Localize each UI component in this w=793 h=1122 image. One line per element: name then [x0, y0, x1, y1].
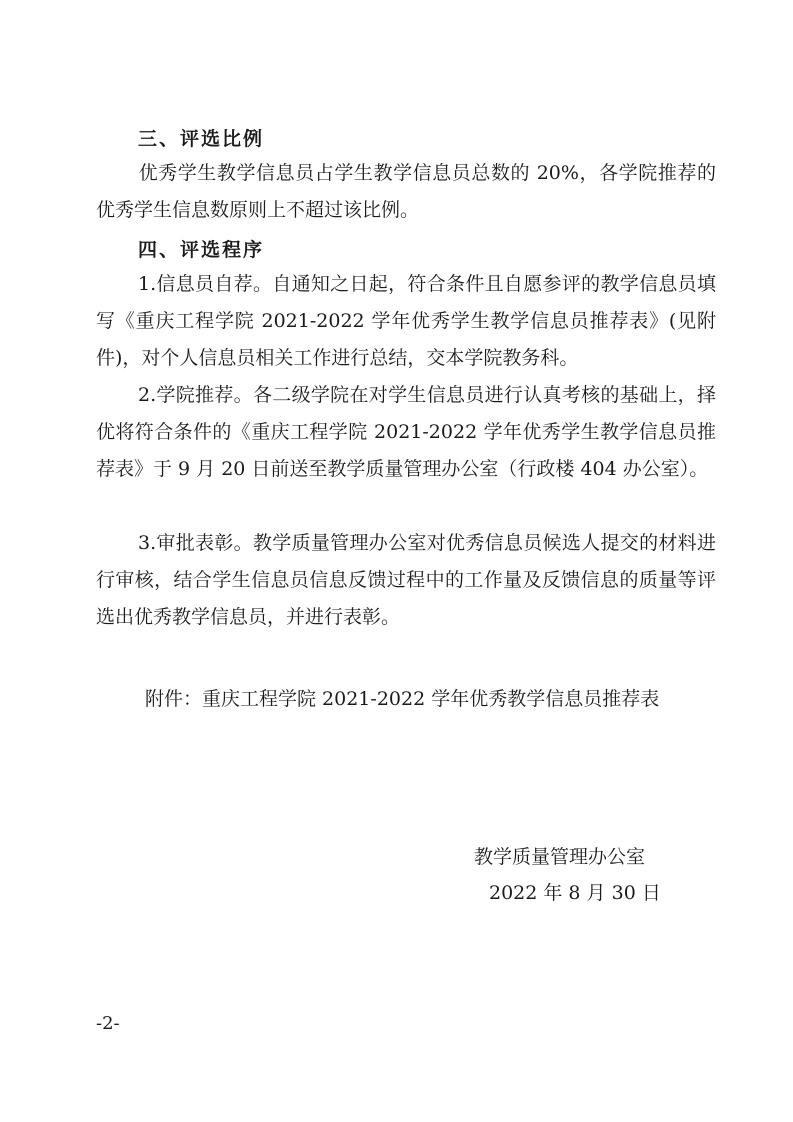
procedure-item-2: 2.学院推荐。各二级学院在对学生信息员进行认真考核的基础上，择优将符合条件的《重庆工程学院 2021-2022 学年优秀学生教学信息员推荐表》于 9 月 20 日前送至教学质量管理办公室（行政楼 404 办公室）。 [96, 384, 716, 480]
procedure-item-3: 3.审批表彰。教学质量管理办公室对优秀信息员候选人提交的材料进行审核，结合学生信息员信息反馈过程中的工作量及反馈信息的质量等评选出优秀教学信息员，并进行表彰。 [96, 532, 716, 628]
signature-date: 2022 年 8 月 30 日 [489, 882, 661, 904]
section-4-heading: 四、评选程序 [138, 239, 265, 261]
signature-office: 教学质量管理办公室 [474, 846, 646, 868]
section-3-heading: 三、评选比例 [138, 128, 265, 150]
section-3-paragraph: 优秀学生教学信息员占学生教学信息员总数的 20%，各学院推荐的优秀学生信息数原则上不超过该比例。 [96, 162, 716, 221]
attachment-note: 附件：重庆工程学院 2021-2022 学年优秀教学信息员推荐表 [145, 688, 660, 710]
procedure-item-1: 1.信息员自荐。自通知之日起，符合条件且自愿参评的教学信息员填写《重庆工程学院 2021-2022 学年优秀学生教学信息员推荐表》(见附件)，对个人信息员相关工作进行总结，交本学院教务科。 [96, 273, 716, 369]
page-number: -2- [96, 1013, 120, 1034]
